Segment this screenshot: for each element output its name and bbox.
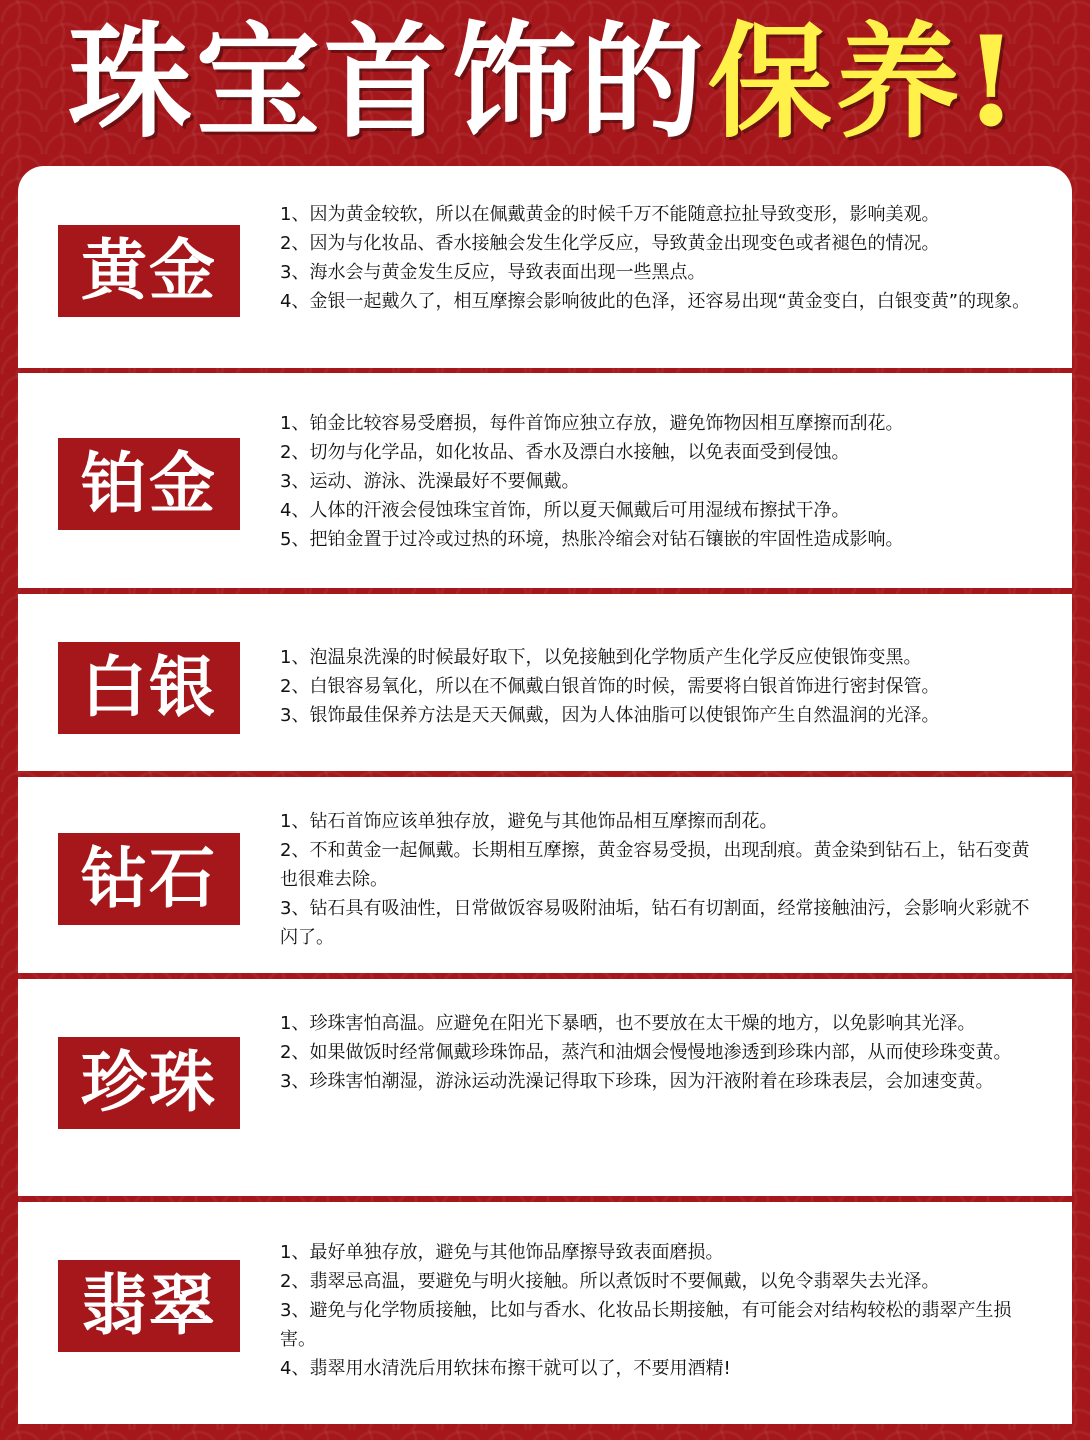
list-item: 4、金银一起戴久了，相互摩擦会影响彼此的色泽，还容易出现“黄金变白，白银变黄”的现象。 [280, 291, 1031, 312]
list-item: 1、珍珠害怕高温。应避免在阳光下暴晒，也不要放在太干燥的地方，以免影响其光泽。 [280, 1013, 976, 1034]
section-pearl [18, 979, 1072, 1196]
list-item: 2、翡翠忌高温，要避免与明火接触。所以煮饭时不要佩戴，以免令翡翠失去光泽。 [280, 1271, 940, 1292]
list-item: 2、不和黄金一起佩戴。长期相互摩擦，黄金容易受损，出现刮痕。黄金染到钻石上，钻石变黄也很难去除。 [280, 840, 1030, 890]
list-item: 4、人体的汗液会侵蚀珠宝首饰，所以夏天佩戴后可用湿绒布擦拭干净。 [280, 500, 850, 521]
list-item: 5、把铂金置于过冷或过热的环境，热胀冷缩会对钻石镶嵌的牢固性造成影响。 [280, 529, 904, 550]
list-item: 3、银饰最佳保养方法是天天佩戴，因为人体油脂可以使银饰产生自然温润的光泽。 [280, 705, 940, 726]
list-item: 3、海水会与黄金发生反应，导致表面出现一些黑点。 [280, 262, 706, 283]
section-label: 钻石 [58, 833, 240, 925]
list-item: 2、切勿与化学品，如化妆品、香水及漂白水接触，以免表面受到侵蚀。 [280, 442, 850, 463]
list-item: 3、运动、游泳、洗澡最好不要佩戴。 [280, 471, 580, 492]
list-item: 2、因为与化妆品、香水接触会发生化学反应，导致黄金出现变色或者褪色的情况。 [280, 233, 940, 254]
list-item: 1、最好单独存放，避免与其他饰品摩擦导致表面磨损。 [280, 1242, 724, 1263]
section-items [280, 1238, 1044, 1383]
list-item: 1、泡温泉洗澡的时候最好取下，以免接触到化学物质产生化学反应使银饰变黑。 [280, 647, 922, 668]
section-label: 白银 [58, 642, 240, 734]
section-label: 珍珠 [58, 1037, 240, 1129]
section-label: 翡翠 [58, 1260, 240, 1352]
list-item: 3、钻石具有吸油性，日常做饭容易吸附油垢，钻石有切割面，经常接触油污，会影响火彩就不闪了。 [280, 898, 1030, 948]
section-diamond [18, 777, 1072, 973]
section-jade [18, 1202, 1072, 1424]
section-items [280, 807, 1044, 952]
section-items [280, 1009, 1044, 1096]
title-part-1: 珠宝首饰的 [67, 10, 708, 155]
list-item: 2、白银容易氧化，所以在不佩戴白银首饰的时候，需要将白银首饰进行密封保管。 [280, 676, 940, 697]
section-silver [18, 594, 1072, 771]
section-items [280, 643, 1044, 730]
section-platinum [18, 373, 1072, 588]
page-title [0, 0, 1090, 165]
section-label: 铂金 [58, 438, 240, 530]
title-part-2: 保养! [707, 10, 1023, 155]
list-item: 1、因为黄金较软，所以在佩戴黄金的时候千万不能随意拉扯导致变形，影响美观。 [280, 204, 940, 225]
section-items [280, 200, 1044, 316]
section-label: 黄金 [58, 225, 240, 317]
list-item: 4、翡翠用水清洗后用软抹布擦干就可以了，不要用酒精! [280, 1358, 731, 1379]
list-item: 2、如果做饭时经常佩戴珍珠饰品，蒸汽和油烟会慢慢地渗透到珍珠内部，从而使珍珠变黄。 [280, 1042, 1012, 1063]
list-item: 1、钻石首饰应该单独存放，避免与其他饰品相互摩擦而刮花。 [280, 811, 778, 832]
section-gold [18, 166, 1072, 368]
list-item: 1、铂金比较容易受磨损，每件首饰应独立存放，避免饰物因相互摩擦而刮花。 [280, 413, 904, 434]
list-item: 3、珍珠害怕潮湿，游泳运动洗澡记得取下珍珠，因为汗液附着在珍珠表层，会加速变黄。 [280, 1071, 994, 1092]
section-items [280, 409, 1044, 554]
list-item: 3、避免与化学物质接触，比如与香水、化妆品长期接触，有可能会对结构较松的翡翠产生损害。 [280, 1300, 1012, 1350]
